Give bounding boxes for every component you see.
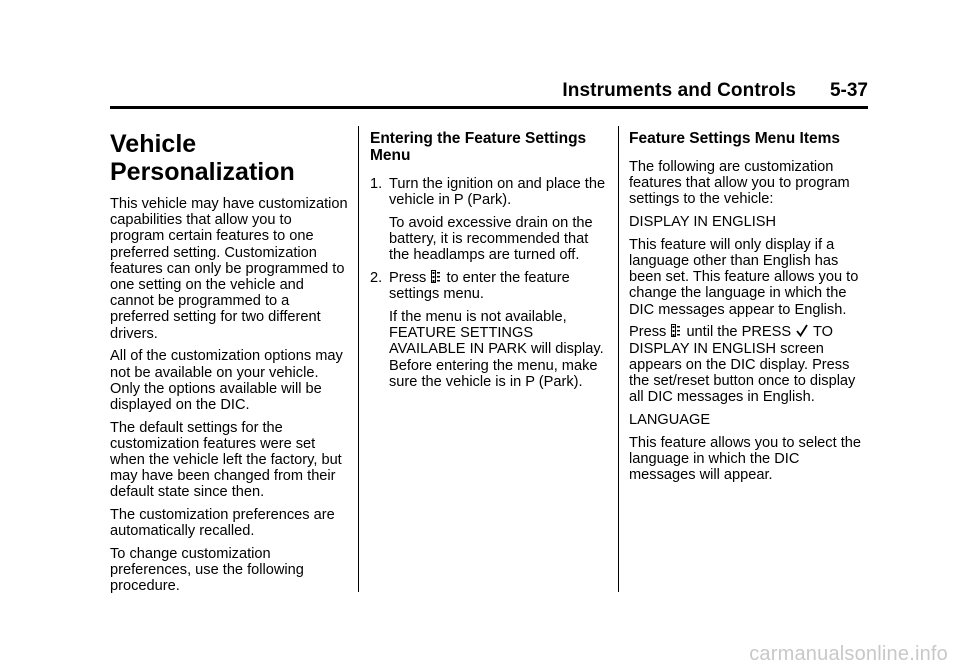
step-text: Turn the ignition on and place the vehicle in P (Park). [389, 176, 606, 209]
step-text-after: to enter the feature settings menu. [389, 270, 570, 303]
paragraph: This vehicle may have customization capabilities that allow you to program certain features to one preferred setting. Customization features can only be programmed to one setting on the vehicle and cannot be programmed to a preferred setting for two different drivers. [110, 196, 348, 342]
list-item [370, 176, 606, 208]
text-run: until the PRESS [686, 324, 792, 341]
paragraph: This feature allows you to select the language in which the DIC messages will appear. [629, 434, 861, 483]
page-header [110, 78, 868, 109]
paragraph: To change customization preferences, use the following procedure. [110, 546, 304, 595]
paragraph: The default settings for the customization features were set when the vehicle left the factory, but may have been changed from their default state since then. [110, 419, 342, 501]
page-number: 5-37 [829, 80, 868, 101]
subheading: Feature Settings Menu Items [629, 130, 841, 147]
column-right [629, 128, 869, 490]
text-run: TO DISPLAY IN ENGLISH screen appears on the DIC display. Press the set/reset button once to display all DIC messages in English. [629, 324, 856, 406]
step-note: If the menu is not available, FEATURE SETTINGS AVAILABLE IN PARK will display. Before entering the menu, make sure the vehicle is in P (Park). [389, 308, 604, 390]
step-text-before: Press [389, 270, 427, 287]
column-middle [370, 128, 606, 396]
paragraph: All of the customization options may not be available on your vehicle. Only the options available will be displayed on the DIC. [110, 348, 343, 413]
paragraph [629, 324, 869, 405]
column-left [110, 128, 350, 601]
paragraph: The customization preferences are automatically recalled. [110, 507, 335, 540]
subheading: Entering the Feature Settings Menu [370, 130, 587, 164]
checkmark-icon [796, 324, 808, 337]
paragraph: The following are customization features that allow you to program settings to the vehicle: [629, 159, 850, 208]
step-note: To avoid excessive drain on the battery, it is recommended that the headlamps are turned off. [389, 214, 593, 264]
main-heading: Vehicle Personalization [110, 130, 295, 186]
menu-button-icon [671, 324, 680, 337]
section-title: Instruments and Controls [562, 80, 796, 101]
watermark: carmanualsonline.info [749, 643, 948, 665]
step-number: 1. [370, 176, 383, 192]
list-item [370, 270, 606, 302]
item-title: LANGUAGE [629, 411, 711, 428]
paragraph: This feature will only display if a language other than English has been set. This feature allows you to change the language in which the DIC messages appear to English. [629, 236, 859, 318]
menu-button-icon [431, 270, 440, 283]
text-run: Press [629, 324, 667, 341]
step-number: 2. [370, 270, 383, 287]
column-divider [358, 126, 359, 592]
column-divider [618, 126, 619, 592]
item-title: DISPLAY IN ENGLISH [629, 214, 777, 231]
